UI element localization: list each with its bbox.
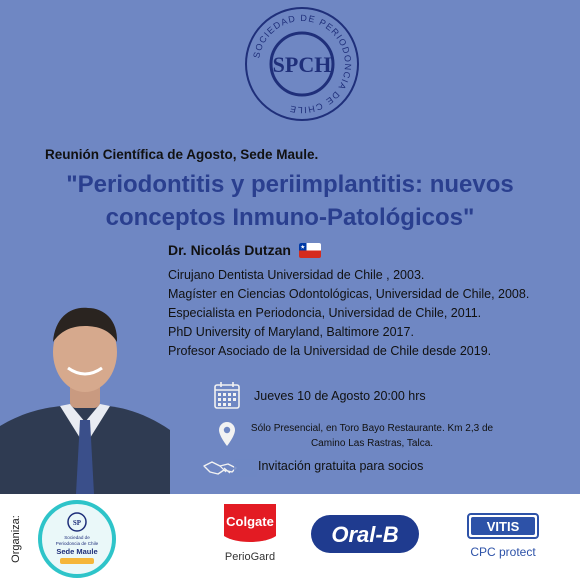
vitis-logo <box>462 512 544 564</box>
chile-flag-icon <box>299 243 321 258</box>
oral-b-text: Oral-B <box>331 522 399 547</box>
society-monogram: SPCH <box>272 52 332 77</box>
society-logo <box>244 6 360 122</box>
speaker-photo <box>0 296 170 494</box>
colgate-text: Colgate <box>226 514 274 529</box>
location-pin-icon <box>218 421 236 447</box>
credential-item: Cirujano Dentista Universidad de Chile , 2003. <box>168 268 425 282</box>
oral-b-logo <box>310 514 420 554</box>
speaker-heading <box>168 242 321 258</box>
credential-item: Magíster en Ciencias Odontológicas, Universidad de Chile, 2008. <box>168 287 530 301</box>
sede-logo-line-2: Periodoncia de Chile <box>55 541 99 546</box>
location-line-1: Sólo Presencial, en Toro Bayo Restaurante. Km 2,3 de <box>250 423 494 434</box>
location-line-2: Camino Las Rastras, Talca. <box>310 438 434 449</box>
periogard-text: PerioGard <box>224 551 276 563</box>
credential-item: Profesor Asociado de la Universidad de Chile desde 2019. <box>168 344 492 358</box>
svg-text:SP: SP <box>72 519 82 527</box>
credential-item: Especialista en Periodoncia, Universidad de Chile, 2011. <box>168 306 482 320</box>
vitis-tagline: CPC protect <box>470 545 536 559</box>
sede-logo-line-1: Sociedad de <box>64 535 90 540</box>
speaker-credentials <box>168 266 529 361</box>
talk-title-line-1: "Periodontitis y periimplantitis: nuevos <box>66 171 514 198</box>
colgate-periogard-logo <box>220 502 280 570</box>
vitis-text: VITIS <box>486 519 520 534</box>
organiza-label <box>6 514 26 564</box>
sede-logo-name: Sede Maule <box>56 547 98 556</box>
event-date: Jueves 10 de Agosto 20:00 hrs <box>254 389 426 403</box>
invitation-text: Invitación gratuita para socios <box>258 459 424 473</box>
calendar-icon <box>214 381 240 409</box>
organiza-text: Organiza: <box>10 515 22 563</box>
speaker-name: Dr. Nicolás Dutzan <box>168 242 291 258</box>
society-ring-text: SOCIEDAD DE PERIODONCIA DE CHILE <box>251 12 354 116</box>
handshake-icon <box>202 458 258 478</box>
event-location <box>244 421 500 451</box>
credential-item: PhD University of Maryland, Baltimore 2017. <box>168 325 414 339</box>
sede-maule-logo <box>38 500 116 578</box>
event-line: Reunión Científica de Agosto, Sede Maule. <box>45 147 319 162</box>
talk-title-line-2: conceptos Inmuno-Patológicos" <box>105 204 475 231</box>
talk-title <box>20 168 560 234</box>
